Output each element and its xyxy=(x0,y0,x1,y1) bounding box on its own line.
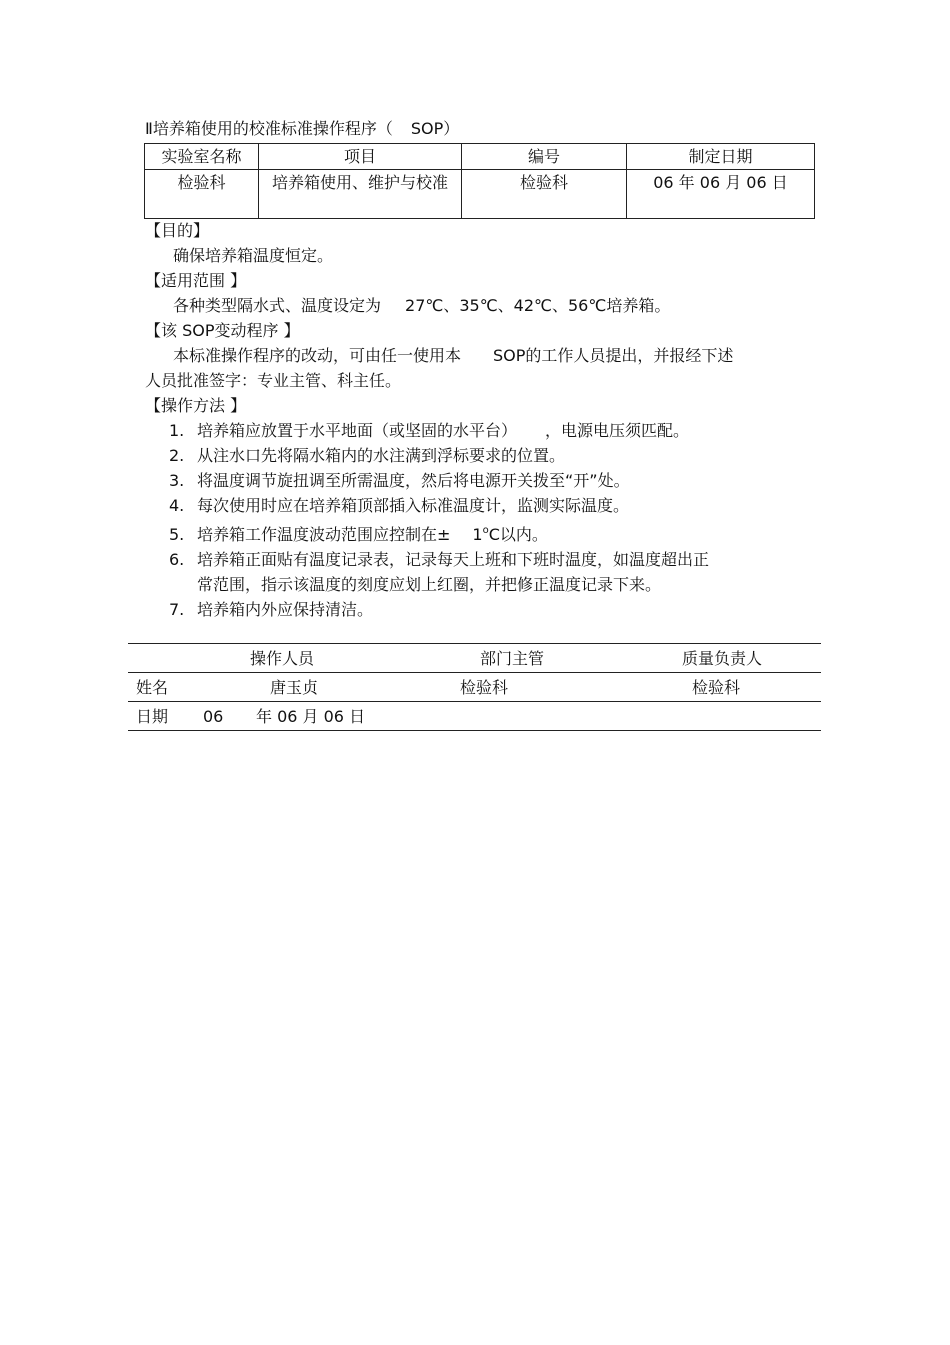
steps-list xyxy=(145,418,805,622)
change-text-continued: 人员批准签字：专业主管、科主任。 xyxy=(145,371,402,390)
list-item xyxy=(169,547,805,572)
step-text: 从注水口先将隔水箱内的水注满到浮标要求的位置。 xyxy=(197,446,566,465)
step-number: 3. xyxy=(169,471,185,490)
operator-name: 唐玉贞 xyxy=(270,678,319,697)
scope-text-a: 各种类型隔水式、温度设定为 xyxy=(173,296,382,315)
header-lab-name: 实验室名称 xyxy=(145,144,259,170)
signature-name-row xyxy=(128,673,821,701)
signature-block xyxy=(128,643,821,731)
signature-header-row xyxy=(128,644,821,672)
step-number: 6. xyxy=(169,550,185,569)
change-heading: 【该 SOP变动程序 】 xyxy=(145,321,300,340)
divider xyxy=(128,730,821,731)
cell-lab-name: 检验科 xyxy=(145,170,259,219)
step-number: 5. xyxy=(169,525,185,544)
list-item xyxy=(169,518,805,547)
scope-heading: 【适用范围 】 xyxy=(145,271,247,290)
change-text-a: 本标准操作程序的改动，可由任一使用本 xyxy=(173,346,462,365)
step-value: 1 xyxy=(472,525,483,544)
header-dept-supervisor: 部门主管 xyxy=(480,649,545,668)
header-project: 项目 xyxy=(259,144,462,170)
date-label: 日期 xyxy=(136,707,169,726)
step-text: 培养箱工作温度波动范围应控制在± xyxy=(197,525,451,544)
scope-text xyxy=(145,293,805,318)
scope-text-b: 27℃、35℃、42℃、56℃培养箱。 xyxy=(405,296,671,315)
list-item-continued: 常范围，指示该温度的刻度应划上红圈，并把修正温度记录下来。 xyxy=(197,575,662,594)
title-sop: SOP） xyxy=(410,119,460,138)
quality-lead-name: 检验科 xyxy=(692,678,741,697)
supervisor-name: 检验科 xyxy=(460,678,509,697)
title-text: Ⅱ培养箱使用的校准标准操作程序（ xyxy=(145,119,393,138)
step-text-b: C以内。 xyxy=(488,525,548,544)
list-item xyxy=(169,493,805,518)
step-number: 1. xyxy=(169,421,185,440)
document-title xyxy=(145,119,459,139)
info-table-header-row xyxy=(145,144,815,170)
step-number: 4. xyxy=(169,496,185,515)
step-number: 7. xyxy=(169,600,185,619)
document-body xyxy=(145,218,805,622)
header-number: 编号 xyxy=(462,144,627,170)
method-heading: 【操作方法 】 xyxy=(145,396,247,415)
info-table-row xyxy=(145,170,815,219)
step-text: 培养箱应放置于水平地面（或坚固的水平台） xyxy=(197,421,518,440)
step-text: 培养箱内外应保持清洁。 xyxy=(197,600,374,619)
cell-date: 06 年 06 月 06 日 xyxy=(627,170,815,219)
list-item xyxy=(169,597,805,622)
date-rest: 年 06 月 06 日 xyxy=(256,707,366,726)
header-date: 制定日期 xyxy=(627,144,815,170)
step-text: 每次使用时应在培养箱顶部插入标准温度计，监测实际温度。 xyxy=(197,496,630,515)
step-text-b: ，电源电压须匹配。 xyxy=(545,421,690,440)
info-table xyxy=(144,143,815,219)
list-item xyxy=(169,443,805,468)
signature-date-row xyxy=(128,702,821,730)
change-text-b: SOP的工作人员提出，并报经下述 xyxy=(493,346,734,365)
cell-project: 培养箱使用、维护与校准 xyxy=(259,170,462,219)
date-year: 06 xyxy=(203,707,224,726)
step-text: 将温度调节旋扭调至所需温度，然后将电源开关拨至“开”处。 xyxy=(197,471,630,490)
list-item xyxy=(169,468,805,493)
header-operator: 操作人员 xyxy=(250,649,315,668)
list-item xyxy=(169,418,805,443)
cell-number: 检验科 xyxy=(462,170,627,219)
step-text: 培养箱正面贴有温度记录表，记录每天上班和下班时温度，如温度超出正 xyxy=(197,550,710,569)
degree-mark: o xyxy=(482,525,489,536)
step-number: 2. xyxy=(169,446,185,465)
name-label: 姓名 xyxy=(136,678,169,697)
header-quality-lead: 质量负责人 xyxy=(682,649,763,668)
purpose-heading: 【目的】 xyxy=(145,221,210,240)
purpose-text: 确保培养箱温度恒定。 xyxy=(173,246,334,265)
change-text xyxy=(145,343,805,368)
